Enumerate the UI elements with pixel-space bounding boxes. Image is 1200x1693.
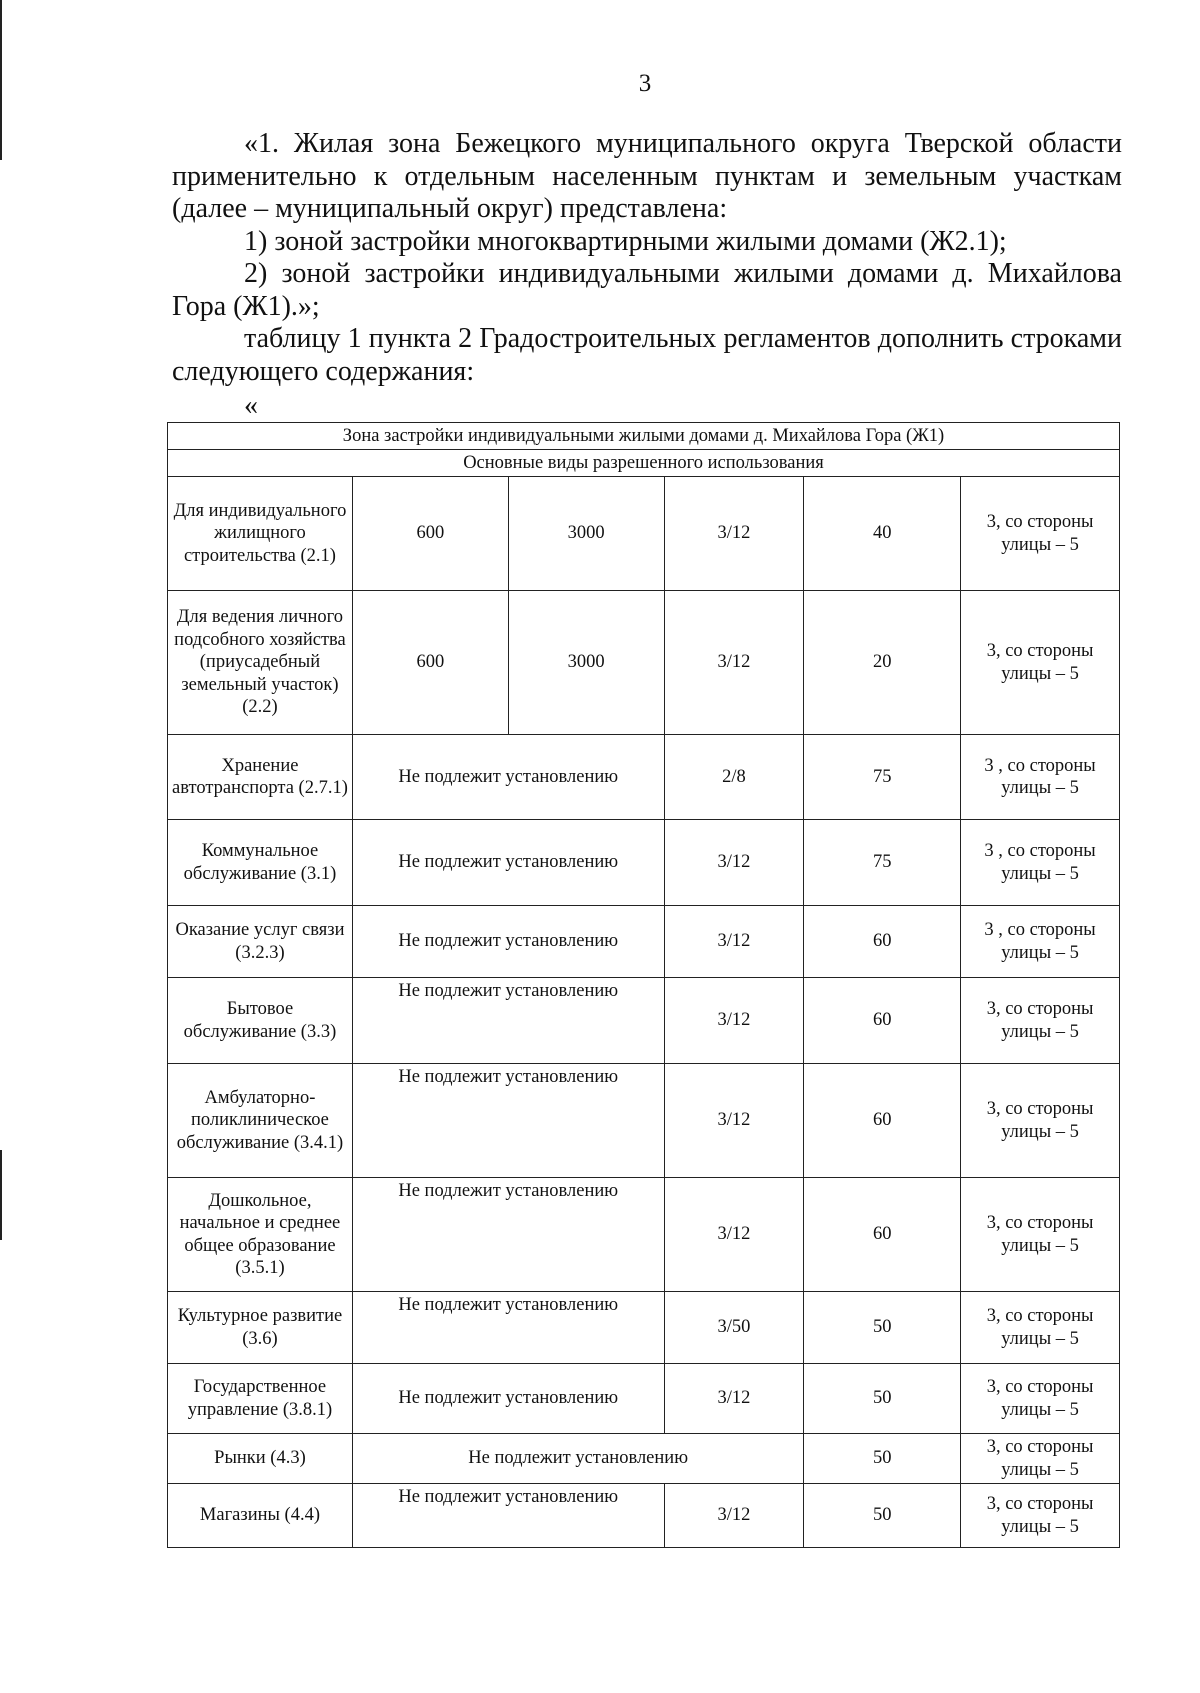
area-cell: Не подлежит установлению	[352, 1484, 664, 1548]
table-row	[168, 477, 1120, 591]
setback-cell: 3, со стороны улицы – 5	[961, 1364, 1120, 1434]
paragraph-item-1: 1) зоной застройки многоквартирными жилыми домами (Ж2.1);	[244, 225, 1007, 257]
floors-cell: 3/12	[664, 477, 804, 591]
setback-cell: 3 , со стороны улицы – 5	[961, 735, 1120, 820]
section-title: Основные виды разрешенного использования	[168, 450, 1120, 477]
floors-cell: 3/12	[664, 978, 804, 1064]
coverage-cell: 60	[804, 906, 961, 978]
floors-cell: 2/8	[664, 735, 804, 820]
max-area-cell: 3000	[508, 591, 664, 735]
area-cell: Не подлежит установлению	[352, 1364, 664, 1434]
setback-cell: 3, со стороны улицы – 5	[961, 1178, 1120, 1292]
min-area-cell: 600	[352, 591, 508, 735]
coverage-cell: 60	[804, 978, 961, 1064]
floors-cell: 3/12	[664, 1178, 804, 1292]
coverage-cell: 40	[804, 477, 961, 591]
area-cell: Не подлежит установлению	[352, 820, 664, 906]
floors-cell: 3/12	[664, 820, 804, 906]
use-type-cell: Оказание услуг связи (3.2.3)	[168, 906, 353, 978]
table-row	[168, 1364, 1120, 1434]
regulations-table	[167, 422, 1120, 1548]
page-number: 3	[638, 70, 652, 97]
zone-title: Зона застройки индивидуальными жилыми домами д. Михайлова Гора (Ж1)	[168, 423, 1120, 450]
floors-cell: 3/12	[664, 1484, 804, 1548]
paragraph-table-amendment: таблицу 1 пункта 2 Градостроительных регламентов дополнить строками следующего содержания:	[172, 323, 1122, 387]
table-row	[168, 1064, 1120, 1178]
area-cell: Не подлежит установлению	[352, 1292, 664, 1364]
coverage-cell: 50	[804, 1292, 961, 1364]
floors-cell: 3/12	[664, 591, 804, 735]
body-text	[172, 128, 1122, 388]
use-type-cell: Для ведения личного подсобного хозяйства (приусадебный земельный участок) (2.2)	[168, 591, 353, 735]
use-type-cell: Для индивидуального жилищного строительства (2.1)	[168, 477, 353, 591]
scan-edge-mark	[0, 1150, 2, 1240]
coverage-cell: 75	[804, 820, 961, 906]
coverage-cell: 60	[804, 1178, 961, 1292]
table-row	[168, 1178, 1120, 1292]
coverage-cell: 50	[804, 1434, 961, 1484]
setback-cell: 3, со стороны улицы – 5	[961, 477, 1120, 591]
setback-cell: 3 , со стороны улицы – 5	[961, 906, 1120, 978]
setback-cell: 3 , со стороны улицы – 5	[961, 820, 1120, 906]
use-type-cell: Магазины (4.4)	[168, 1484, 353, 1548]
area-cell: Не подлежит установлению	[352, 1178, 664, 1292]
area-cell: Не подлежит установлению	[352, 1434, 803, 1484]
paragraph-residential-zone: «1. Жилая зона Бежецкого муниципального округа Тверской области применительно к отдельным населенным пунктам и земельным участкам (далее – муниципальный округ) представлена:	[172, 128, 1122, 224]
table-row	[168, 591, 1120, 735]
coverage-cell: 50	[804, 1484, 961, 1548]
max-area-cell: 3000	[508, 477, 664, 591]
setback-cell: 3, со стороны улицы – 5	[961, 1434, 1120, 1484]
setback-cell: 3, со стороны улицы – 5	[961, 591, 1120, 735]
setback-cell: 3, со стороны улицы – 5	[961, 1064, 1120, 1178]
area-cell: Не подлежит установлению	[352, 1064, 664, 1178]
opening-quote: «	[244, 390, 258, 421]
coverage-cell: 20	[804, 591, 961, 735]
use-type-cell: Государственное управление (3.8.1)	[168, 1364, 353, 1434]
paragraph-item-2: 2) зоной застройки индивидуальными жилыми домами д. Михайлова Гора (Ж1).»;	[172, 258, 1122, 322]
area-cell: Не подлежит установлению	[352, 906, 664, 978]
floors-cell: 3/12	[664, 1064, 804, 1178]
table-row	[168, 820, 1120, 906]
use-type-cell: Дошкольное, начальное и среднее общее образование (3.5.1)	[168, 1178, 353, 1292]
setback-cell: 3, со стороны улицы – 5	[961, 1484, 1120, 1548]
table-row	[168, 1434, 1120, 1484]
floors-cell: 3/12	[664, 1364, 804, 1434]
use-type-cell: Амбулаторно-поликлиническое обслуживание (3.4.1)	[168, 1064, 353, 1178]
table-row	[168, 978, 1120, 1064]
table-row	[168, 735, 1120, 820]
table-row	[168, 906, 1120, 978]
setback-cell: 3, со стороны улицы – 5	[961, 978, 1120, 1064]
coverage-cell: 50	[804, 1364, 961, 1434]
coverage-cell: 75	[804, 735, 961, 820]
area-cell: Не подлежит установлению	[352, 735, 664, 820]
use-type-cell: Рынки (4.3)	[168, 1434, 353, 1484]
min-area-cell: 600	[352, 477, 508, 591]
use-type-cell: Бытовое обслуживание (3.3)	[168, 978, 353, 1064]
table-row	[168, 1292, 1120, 1364]
floors-cell: 3/12	[664, 906, 804, 978]
table-row	[168, 1484, 1120, 1548]
setback-cell: 3, со стороны улицы – 5	[961, 1292, 1120, 1364]
area-cell: Не подлежит установлению	[352, 978, 664, 1064]
use-type-cell: Культурное развитие (3.6)	[168, 1292, 353, 1364]
coverage-cell: 60	[804, 1064, 961, 1178]
use-type-cell: Хранение автотранспорта (2.7.1)	[168, 735, 353, 820]
floors-cell: 3/50	[664, 1292, 804, 1364]
use-type-cell: Коммунальное обслуживание (3.1)	[168, 820, 353, 906]
